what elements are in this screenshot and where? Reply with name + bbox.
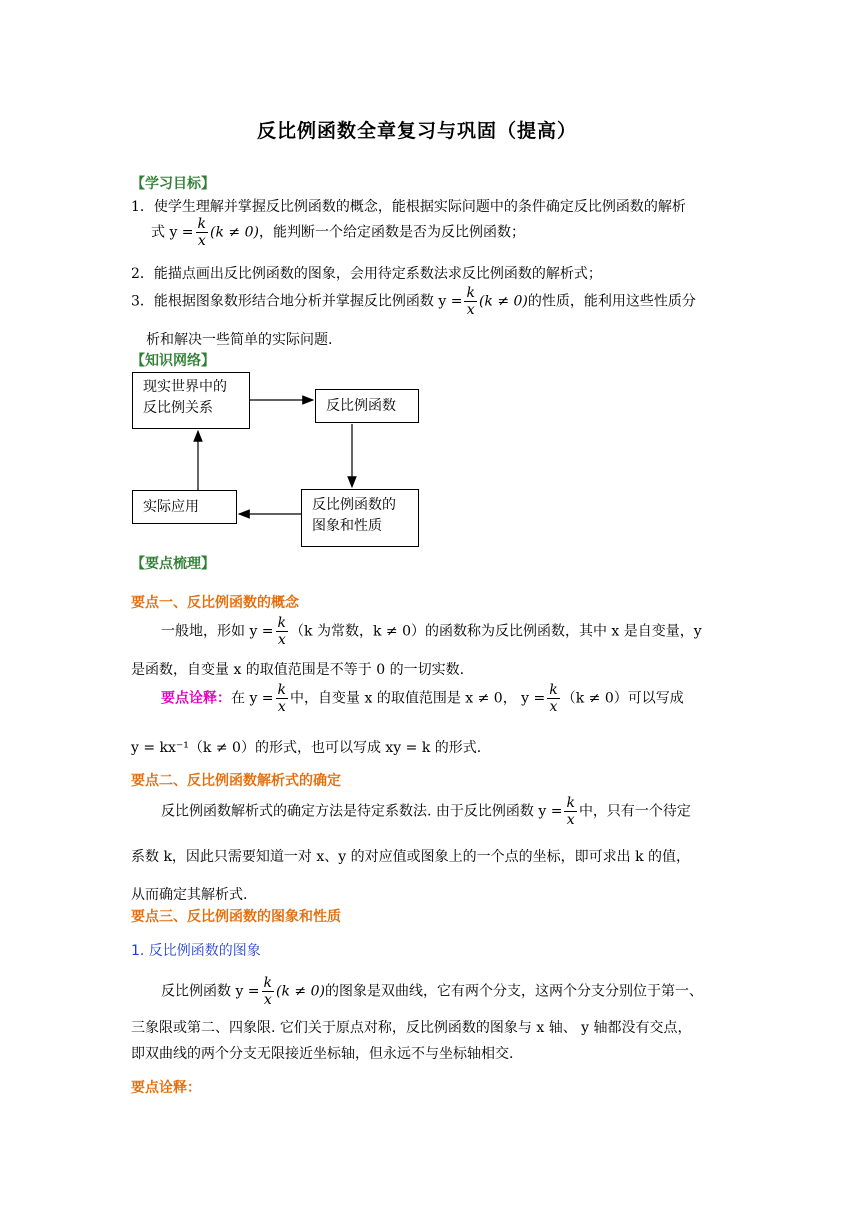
points-heading: 【要点梳理】 (131, 556, 215, 572)
fraction: $\frac{k}{x}$ (197, 216, 207, 249)
point-2-line-2: 系数 k，因此只需要知道一对 x、y 的对应值或图象上的一个点的坐标，即可求出 k 的值， (131, 849, 691, 865)
box-inverse-function: 反比例函数 (315, 389, 419, 423)
fraction: $\frac{k}{x}$ (466, 285, 475, 318)
fraction: $\frac{k}{x}$ (549, 682, 558, 715)
box-graph-properties: 反比例函数的 图象和性质 (301, 489, 419, 547)
fraction: $\frac{k}{x}$ (277, 682, 287, 715)
goal-item-1-formula: 式 y = $\frac{k}{x}$ (k ≠ 0)，能判断一个给定函数是否为反比例函数； (151, 216, 525, 249)
fraction: $\frac{k}{x}$ (277, 615, 287, 648)
goals-heading: 【学习目标】 (131, 176, 215, 192)
point-3-title: 要点三、反比例函数的图象和性质 (131, 909, 341, 925)
point-3-line-2: 三象限或第二、四象限. 它们关于原点对称，反比例函数的图象与 x 轴、 y 轴都没有交点， (131, 1020, 692, 1036)
point-2-line-3: 从而确定其解析式. (131, 887, 248, 903)
point-3-line-1: 反比例函数 y = $\frac{k}{x}$ (k ≠ 0)的图象是双曲线，它有两个分支，这两个分支分别位于第一、 (161, 975, 703, 1008)
fraction: $\frac{k}{x}$ (566, 795, 575, 828)
fraction: $\frac{k}{x}$ (263, 975, 273, 1008)
network-heading: 【知识网络】 (131, 353, 215, 369)
point-3-note: 要点诠释： (131, 1080, 201, 1096)
point-1-line-2: 是函数，自变量 x 的取值范围是不等于 0 的一切实数. (131, 662, 465, 678)
page-title: 反比例函数全章复习与巩固（提高） (257, 120, 578, 142)
point-2-title: 要点二、反比例函数解析式的确定 (131, 773, 341, 789)
point-1-title: 要点一、反比例函数的概念 (131, 595, 299, 611)
point-2-line-1: 反比例函数解析式的确定方法是待定系数法. 由于反比例函数 y = $\frac{k}{x}$ 中，只有一个待定 (161, 795, 691, 828)
point-3-subtitle: 1. 反比例函数的图象 (131, 943, 261, 959)
point-3-line-3: 即双曲线的两个分支无限接近坐标轴，但永远不与坐标轴相交. (131, 1046, 514, 1062)
goal-item-2: 2．能描点画出反比例函数的图象，会用待定系数法求反比例函数的解析式； (131, 266, 602, 282)
goal-item-3-cont: 析和解决一些简单的实际问题. (146, 332, 333, 348)
point-1-line-1: 一般地，形如 y = $\frac{k}{x}$ （k 为常数，k ≠ 0）的函数称为反比例函数，其中 x 是自变量，y (161, 615, 702, 648)
goal-item-3: 3．能根据图象数形结合地分析并掌握反比例函数 y = $\frac{k}{x}$ (k ≠ 0)的性质，能利用这些性质分 (131, 285, 696, 318)
box-application: 实际应用 (132, 490, 237, 524)
point-1-note: 要点诠释：在 y = $\frac{k}{x}$ 中，自变量 x 的取值范围是 x ≠ 0， y = $\frac{k}{x}$ （k ≠ 0）可以写成 (161, 682, 684, 715)
box-real-world: 现实世界中的 反比例关系 (132, 372, 250, 429)
point-1-line-4: y = kx⁻¹（k ≠ 0）的形式，也可以写成 xy = k 的形式. (131, 740, 482, 756)
goal-item-1: 1．使学生理解并掌握反比例函数的概念，能根据实际问题中的条件确定反比例函数的解析 (131, 199, 686, 215)
